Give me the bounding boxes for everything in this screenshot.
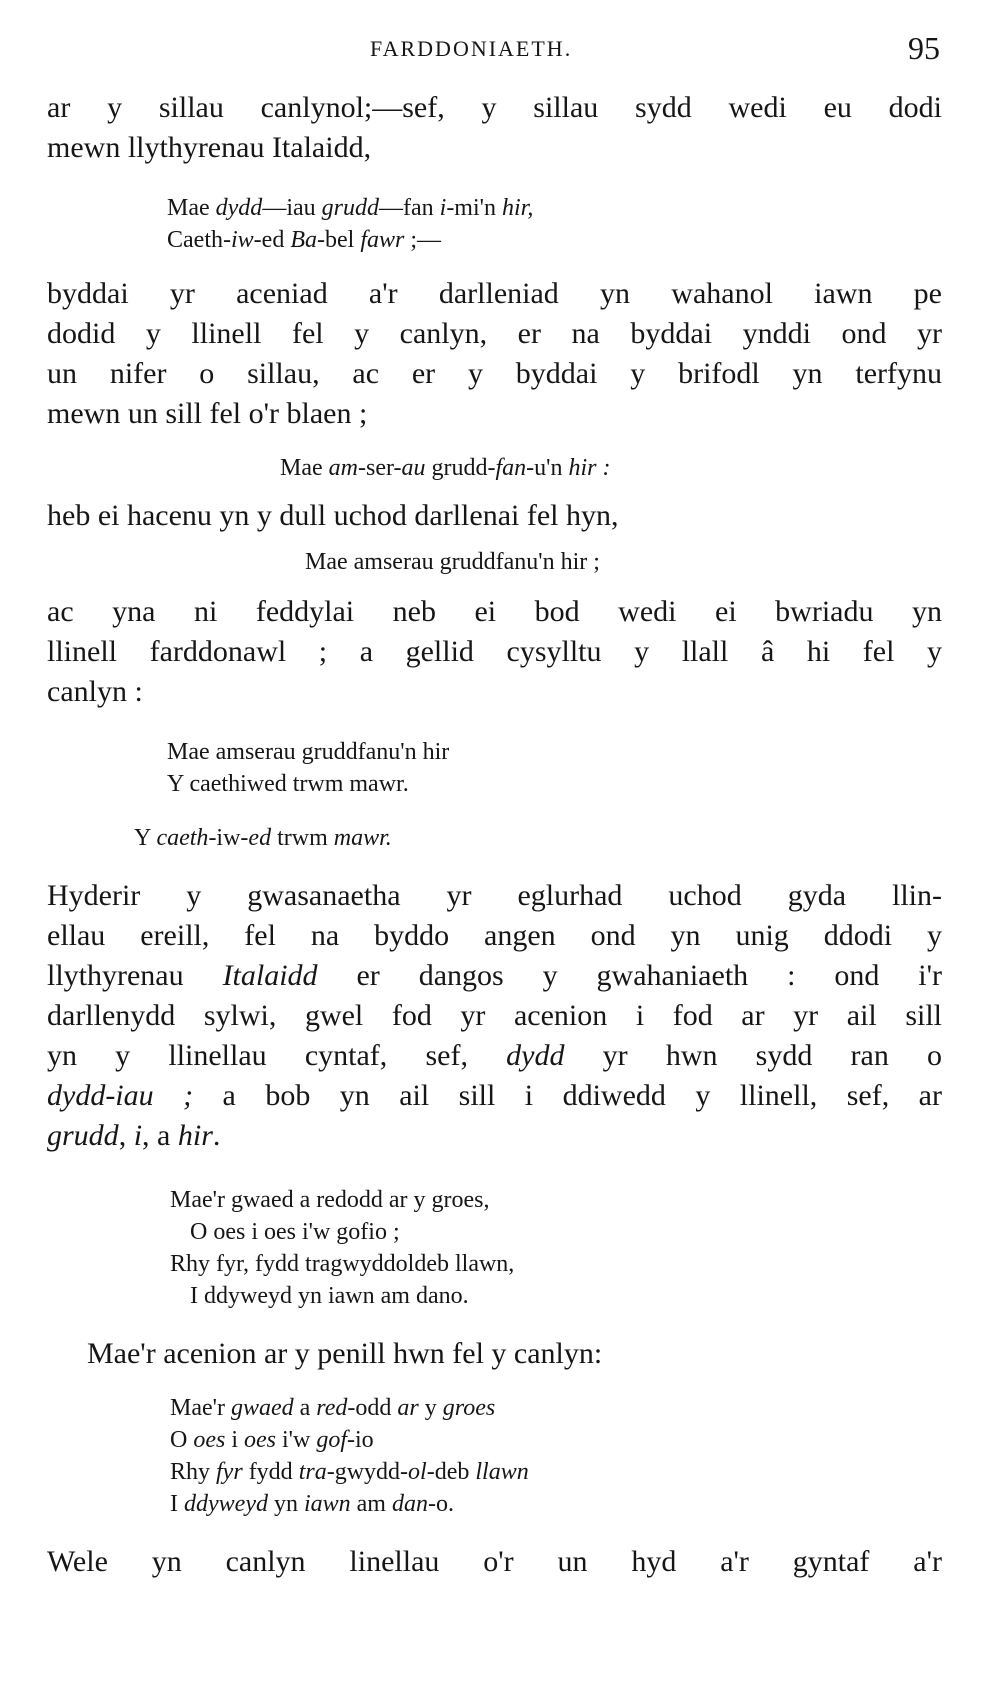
text-span: ;— bbox=[404, 227, 441, 253]
text-span: -o. bbox=[427, 1491, 454, 1517]
text-span: I bbox=[170, 1491, 184, 1517]
verse-line: O oes i oes i'w gofio ; bbox=[190, 1219, 400, 1245]
text-span: grudd- bbox=[425, 455, 496, 481]
text-span: —fan bbox=[378, 195, 440, 221]
text-span: i bbox=[225, 1427, 245, 1453]
verse-line bbox=[170, 1424, 942, 1456]
italic-term: dydd-iau ; bbox=[47, 1079, 194, 1112]
verse-line: Rhy fyr, fydd tragwyddoldeb llawn, bbox=[170, 1251, 515, 1277]
text-line bbox=[47, 1036, 942, 1076]
accented-syllable: groes bbox=[442, 1395, 496, 1421]
accented-syllable: red bbox=[316, 1395, 348, 1421]
verse-example-3 bbox=[305, 546, 942, 578]
text-line bbox=[47, 1116, 942, 1156]
text-line: un nifer o sillau, ac er y byddai y brifodl yn terfynu bbox=[47, 357, 942, 390]
verse-line: Mae amserau gruddfanu'n hir bbox=[167, 739, 450, 765]
verse-example-6 bbox=[170, 1184, 942, 1312]
verse-line bbox=[280, 452, 942, 484]
text-span: llythyrenau bbox=[47, 959, 223, 992]
accented-syllable: oes bbox=[193, 1427, 226, 1453]
accented-syllable: fyr bbox=[216, 1459, 243, 1485]
page-body bbox=[47, 88, 942, 1582]
verse-line bbox=[170, 1488, 942, 1520]
text-line bbox=[47, 956, 942, 996]
accented-syllable: iw bbox=[230, 227, 254, 253]
verse-line bbox=[167, 192, 942, 224]
verse-line bbox=[170, 1456, 942, 1488]
italic-term: dydd bbox=[506, 1039, 565, 1072]
text-span: -ser- bbox=[358, 455, 402, 481]
text-span: am bbox=[350, 1491, 392, 1517]
text-span: Mae'r bbox=[170, 1395, 231, 1421]
verse-line bbox=[167, 224, 942, 256]
text-span: Caeth- bbox=[167, 227, 231, 253]
text-span: Mae bbox=[167, 195, 216, 221]
accented-syllable: grudd bbox=[321, 195, 379, 221]
paragraph-6 bbox=[87, 1334, 942, 1374]
italic-term: Italaidd bbox=[222, 959, 318, 992]
accented-syllable: gwaed bbox=[230, 1395, 294, 1421]
running-title: FARDDONIAETH. bbox=[370, 36, 573, 61]
italic-term: grudd bbox=[47, 1119, 119, 1152]
text-span: a bob yn ail sill i ddiwedd y llinell, sef, ar bbox=[193, 1079, 942, 1112]
paragraph-1 bbox=[47, 88, 942, 168]
text-span: , bbox=[118, 1119, 134, 1152]
verse-example-5 bbox=[134, 822, 942, 854]
paragraph-2 bbox=[47, 274, 942, 434]
text-span: yn bbox=[267, 1491, 304, 1517]
paragraph-7 bbox=[47, 1542, 942, 1582]
text-span: yr hwn sydd ran o bbox=[564, 1039, 942, 1072]
accented-syllable: oes bbox=[244, 1427, 277, 1453]
text-span: -gwydd- bbox=[326, 1459, 409, 1485]
text-line: ar y sillau canlynol;—sef, y sillau sydd wedi eu dodi bbox=[47, 91, 942, 124]
text-span: trwm bbox=[271, 825, 334, 851]
page-number: 95 bbox=[908, 30, 940, 66]
text-span: -iw- bbox=[208, 825, 249, 851]
verse-example-4 bbox=[167, 736, 942, 800]
text-span: , a bbox=[142, 1119, 178, 1152]
accented-syllable: ar bbox=[397, 1395, 419, 1421]
accented-syllable: ed bbox=[248, 825, 272, 851]
verse-line: Mae amserau gruddfanu'n hir ; bbox=[305, 549, 600, 575]
accented-syllable: fan bbox=[495, 455, 527, 481]
text-span: Rhy bbox=[170, 1459, 217, 1485]
text-span: Y bbox=[134, 825, 157, 851]
accented-syllable: am bbox=[328, 455, 358, 481]
text-line: dodid y llinell fel y canlyn, er na byddai ynddi ond yr bbox=[47, 317, 942, 350]
text-span: -deb bbox=[426, 1459, 476, 1485]
paragraph-3 bbox=[47, 496, 942, 536]
paragraph-4 bbox=[47, 592, 942, 712]
text-span: yn y llinellau cyntaf, sef, bbox=[47, 1039, 507, 1072]
italic-term: i bbox=[133, 1119, 143, 1152]
text-span: Mae bbox=[280, 455, 329, 481]
text-line: mewn llythyrenau Italaidd, bbox=[47, 131, 372, 164]
accented-syllable: mawr. bbox=[333, 825, 392, 851]
accented-syllable: dydd bbox=[215, 195, 263, 221]
accented-syllable: ddyweyd bbox=[184, 1491, 268, 1517]
accented-syllable: caeth bbox=[156, 825, 209, 851]
accented-syllable: tra bbox=[298, 1459, 327, 1485]
text-line: byddai yr aceniad a'r darlleniad yn wahanol iawn pe bbox=[47, 277, 942, 310]
text-span: -ed bbox=[253, 227, 291, 253]
verse-example-7 bbox=[170, 1392, 942, 1520]
accented-syllable: dan bbox=[391, 1491, 428, 1517]
text-line bbox=[47, 1076, 942, 1116]
text-span: -u'n bbox=[526, 455, 569, 481]
accented-syllable: ol bbox=[408, 1459, 427, 1485]
text-span: -bel bbox=[317, 227, 361, 253]
verse-line: I ddyweyd yn iawn am dano. bbox=[190, 1283, 469, 1309]
text-line: darllenydd sylwi, gwel fod yr acenion i fod ar yr ail sill bbox=[47, 999, 942, 1032]
text-span: a bbox=[293, 1395, 317, 1421]
text-span: y bbox=[418, 1395, 443, 1421]
accented-syllable: fawr bbox=[360, 227, 405, 253]
verse-line bbox=[170, 1392, 942, 1424]
text-line: llinell farddonawl ; a gellid cysylltu y llall â hi fel y bbox=[47, 635, 942, 668]
text-span: -mi'n bbox=[446, 195, 502, 221]
paragraph-5 bbox=[47, 876, 942, 1156]
accented-syllable: hir : bbox=[568, 455, 611, 481]
verse-example-1 bbox=[167, 192, 942, 256]
text-span: fydd bbox=[242, 1459, 299, 1485]
text-line: mewn un sill fel o'r blaen ; bbox=[47, 397, 368, 430]
accented-syllable: hir, bbox=[501, 195, 534, 221]
verse-line: Mae'r gwaed a redodd ar y groes, bbox=[170, 1187, 490, 1213]
text-line: ellau ereill, fel na byddo angen ond yn unig ddodi y bbox=[47, 919, 942, 952]
text-span: -odd bbox=[347, 1395, 398, 1421]
text-line: Wele yn canlyn linellau o'r un hyd a'r gyntaf a'r bbox=[47, 1545, 942, 1578]
accented-syllable: iawn bbox=[303, 1491, 351, 1517]
text-span: O bbox=[170, 1427, 194, 1453]
accented-syllable: llawn bbox=[475, 1459, 529, 1485]
accented-syllable: au bbox=[401, 455, 426, 481]
page-header bbox=[0, 30, 1005, 74]
text-span: —iau bbox=[262, 195, 322, 221]
text-line: Mae'r acenion ar y penill hwn fel y canlyn: bbox=[87, 1337, 603, 1370]
accented-syllable: Ba bbox=[290, 227, 317, 253]
verse-example-2 bbox=[280, 452, 942, 484]
text-line: canlyn : bbox=[47, 675, 143, 708]
text-span: er dangos y gwahaniaeth : ond i'r bbox=[317, 959, 942, 992]
accented-syllable: gof bbox=[316, 1427, 348, 1453]
verse-line bbox=[134, 822, 942, 854]
accented-syllable: i bbox=[439, 195, 447, 221]
text-line: heb ei hacenu yn y dull uchod darllenai fel hyn, bbox=[47, 499, 619, 532]
text-span: -io bbox=[347, 1427, 374, 1453]
text-line: Hyderir y gwasanaetha yr eglurhad uchod gyda llin- bbox=[47, 879, 942, 912]
text-span: i'w bbox=[276, 1427, 317, 1453]
text-span: . bbox=[212, 1119, 221, 1152]
italic-term: hir bbox=[177, 1119, 213, 1152]
verse-line: Y caethiwed trwm mawr. bbox=[167, 771, 409, 797]
text-line: ac yna ni feddylai neb ei bod wedi ei bwriadu yn bbox=[47, 595, 942, 628]
